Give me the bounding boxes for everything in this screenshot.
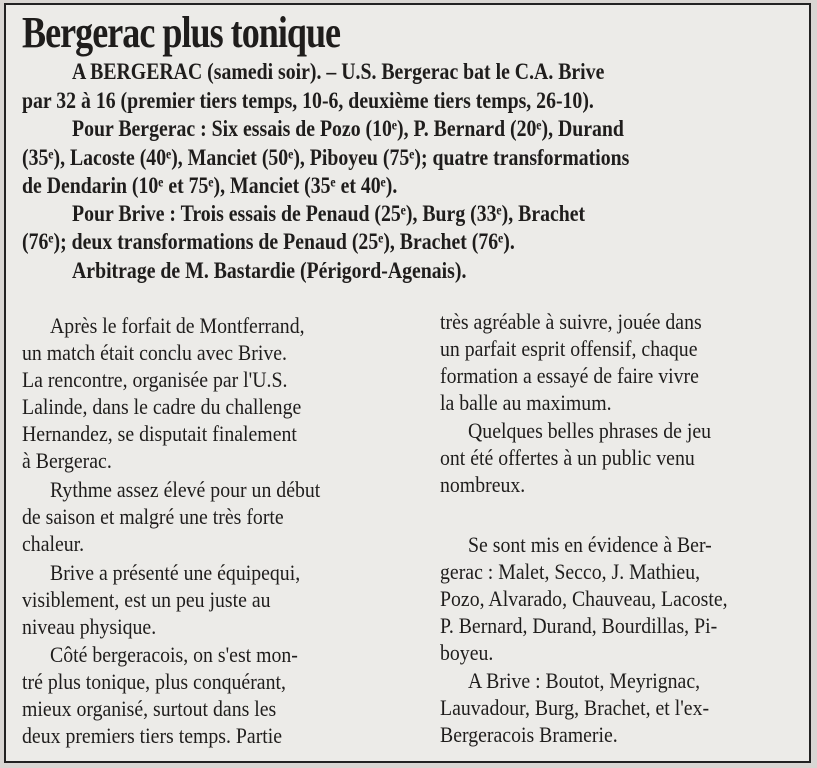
summary-line: de Dendarin (10ᵉ et 75ᵉ), Manciet (35ᵉ et 40ᵉ). [22,173,398,198]
left-column-line: Brive a présenté une équipequi, [50,560,301,585]
right-column-line: A Brive : Boutot, Meyrignac, [468,668,701,693]
left-column-line: mieux organisé, surtout dans les [22,696,277,721]
right-column-line: boyeu. [440,640,494,665]
right-column-line: P. Bernard, Durand, Bourdillas, Pi- [440,613,718,638]
right-column-line: ont été offertes à un public venu [440,445,695,470]
newspaper-clipping [4,3,811,763]
right-column-line: Quelques belles phrases de jeu [468,418,712,443]
left-column-line: Rythme assez élevé pour un début [50,477,321,502]
right-column-line: Se sont mis en évidence à Ber- [468,532,712,557]
summary-line: (35ᵉ), Lacoste (40ᵉ), Manciet (50ᵉ), Piboyeu (75ᵉ); quatre transformations [22,145,630,170]
summary-line: Arbitrage de M. Bastardie (Périgord-Agenais). [72,258,467,283]
right-column-line: la balle au maximum. [440,390,612,415]
summary-line: Pour Brive : Trois essais de Penaud (25ᵉ), Burg (33ᵉ), Brachet [72,201,586,226]
left-column-line: à Bergerac. [22,448,112,473]
right-column-line: Bergeracois Bramerie. [440,722,618,747]
summary-line: par 32 à 16 (premier tiers temps, 10-6, deuxième tiers temps, 26-10). [22,88,594,113]
left-column-line: Hernandez, se disputait finalement [22,421,297,446]
headline: Bergerac plus tonique [22,8,341,57]
right-column-line: Lauvadour, Burg, Brachet, et l'ex- [440,695,710,720]
left-column-line: Après le forfait de Montferrand, [50,313,305,338]
left-column-line: un match était conclu avec Brive. [22,340,287,365]
right-column-line: gerac : Malet, Secco, J. Mathieu, [440,559,701,584]
left-column-line: Lalinde, dans le cadre du challenge [22,394,302,419]
left-column-line: chaleur. [22,531,85,556]
right-column-line: très agréable à suivre, jouée dans [440,309,702,334]
left-column-line: visiblement, est un peu juste au [22,587,271,612]
left-column-line: de saison et malgré une très forte [22,504,284,529]
left-column-line: deux premiers tiers temps. Partie [22,723,283,748]
left-column-line: niveau physique. [22,614,157,639]
left-column-line: La rencontre, organisée par l'U.S. [22,367,288,392]
left-column-line: Côté bergeracois, on s'est mon- [50,642,298,667]
right-column-line: un parfait esprit offensif, chaque [440,336,698,361]
summary-line: (76ᵉ); deux transformations de Penaud (25ᵉ), Brachet (76ᵉ). [22,229,515,254]
left-column-line: tré plus tonique, plus conquérant, [22,669,286,694]
right-column-line: Pozo, Alvarado, Chauveau, Lacoste, [440,586,728,611]
right-column-line: formation a essayé de faire vivre [440,363,699,388]
summary-line: Pour Bergerac : Six essais de Pozo (10ᵉ), P. Bernard (20ᵉ), Durand [72,116,624,141]
right-column-line: nombreux. [440,472,526,497]
summary-line: A BERGERAC (samedi soir). – U.S. Bergerac bat le C.A. Brive [72,59,605,84]
